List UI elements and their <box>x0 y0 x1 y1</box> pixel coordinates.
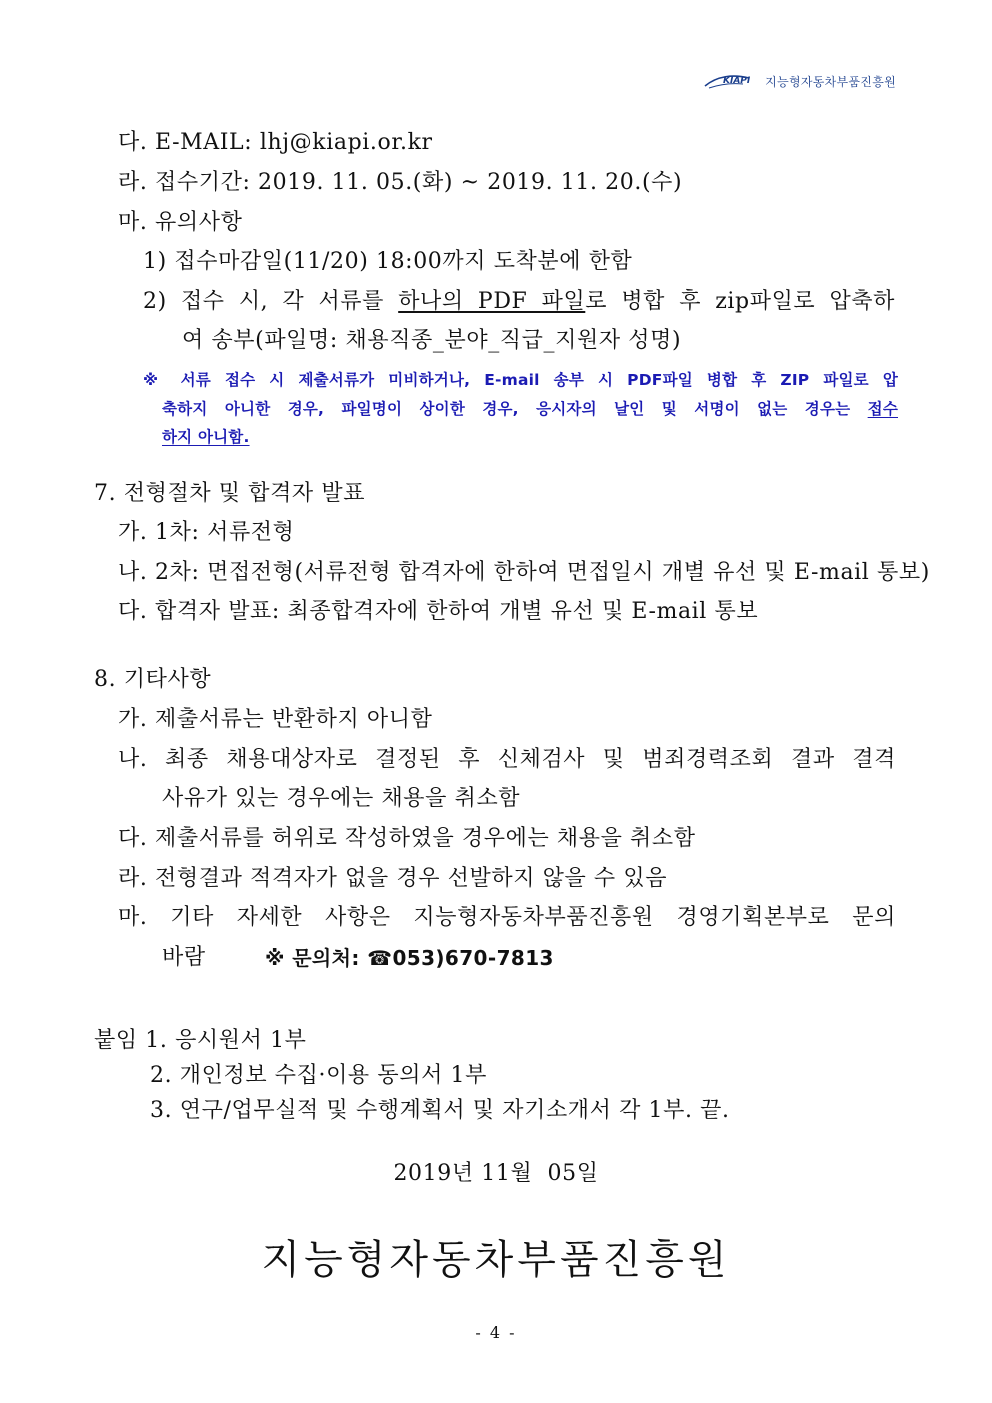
caution-item-2-line2: 여 송부(파일명: 채용직종_분야_직급_지원자 성명) <box>182 328 682 353</box>
caution-item-2 <box>143 287 895 317</box>
section-8-title: 8. 기타사항 <box>94 667 212 692</box>
section-8-e-line2: 바람 <box>162 945 206 970</box>
attachment-1: 붙임 1. 응시원서 1부 <box>94 1028 307 1053</box>
kiapi-logo-icon <box>703 72 759 90</box>
note-line-2 <box>162 395 898 423</box>
logo-label: KIAPI <box>723 76 751 86</box>
note-line-2-pre: 축하지 아니한 경우, 파일명이 상이한 경우, 응시자의 날인 및 서명이 없는 경우는 <box>162 400 868 418</box>
note-line-3 <box>162 423 250 451</box>
caution-item-2-underlined: 하나의 PDF 파일 <box>398 289 586 314</box>
period-line: 라. 접수기간: 2019. 11. 05.(화) ~ 2019. 11. 20.(수) <box>118 170 683 195</box>
section-7-a: 가. 1차: 서류전형 <box>118 520 295 545</box>
section-7-title: 7. 전형절차 및 합격자 발표 <box>94 481 366 506</box>
caution-item-2-post: 로 병합 후 zip파일로 압축하 <box>585 289 896 314</box>
header-org-name: 지능형자동차부품진흥원 <box>765 74 896 89</box>
cautions-title: 마. 유의사항 <box>118 210 243 235</box>
document-date: 2019년 11월 05일 <box>393 1161 599 1186</box>
note-line-1: ※ 서류 접수 시 제출서류가 미비하거나, E-mail 송부 시 PDF파일 병합 후 ZIP 파일로 압 <box>143 371 898 389</box>
attachment-2: 2. 개인정보 수집·이용 동의서 1부 <box>150 1063 487 1088</box>
caution-item-2-pre: 2) 접수 시, 각 서류를 <box>143 289 399 314</box>
section-8-c: 다. 제출서류를 허위로 작성하였을 경우에는 채용을 취소함 <box>118 826 696 851</box>
section-8-b-line2: 사유가 있는 경우에는 채용을 취소함 <box>162 786 521 811</box>
section-8-b-line1: 나. 최종 채용대상자로 결정된 후 신체검사 및 범죄경력조회 결과 결격 <box>118 747 896 772</box>
note-line-3-underlined: 하지 아니함. <box>162 428 250 446</box>
section-7-c: 다. 합격자 발표: 최종합격자에 한하여 개별 유선 및 E-mail 통보 <box>118 599 759 624</box>
attachment-3: 3. 연구/업무실적 및 수행계획서 및 자기소개서 각 1부. 끝. <box>150 1098 730 1123</box>
section-8-a: 가. 제출서류는 반환하지 아니함 <box>118 707 433 732</box>
email-line: 다. E-MAIL: lhj@kiapi.or.kr <box>118 130 433 155</box>
signature-org-name: 지능형자동차부품진흥원 <box>261 1237 731 1283</box>
section-8-e-line1: 마. 기타 자세한 사항은 지능형자동차부품진흥원 경영기획본부로 문의 <box>118 905 896 930</box>
page-number: - 4 - <box>475 1323 517 1342</box>
note-line-2-underlined: 접수 <box>867 400 898 418</box>
caution-item-1: 1) 접수마감일(11/20) 18:00까지 도착분에 한함 <box>143 249 633 274</box>
section-8-d: 라. 전형결과 적격자가 없을 경우 선발하지 않을 수 있음 <box>118 866 668 891</box>
contact-phone: ※ 문의처: ☎053)670-7813 <box>265 946 554 970</box>
header-logo <box>703 72 896 90</box>
section-7-b: 나. 2차: 면접전형(서류전형 합격자에 한하여 면접일시 개별 유선 및 E-mail 통보) <box>118 560 930 585</box>
